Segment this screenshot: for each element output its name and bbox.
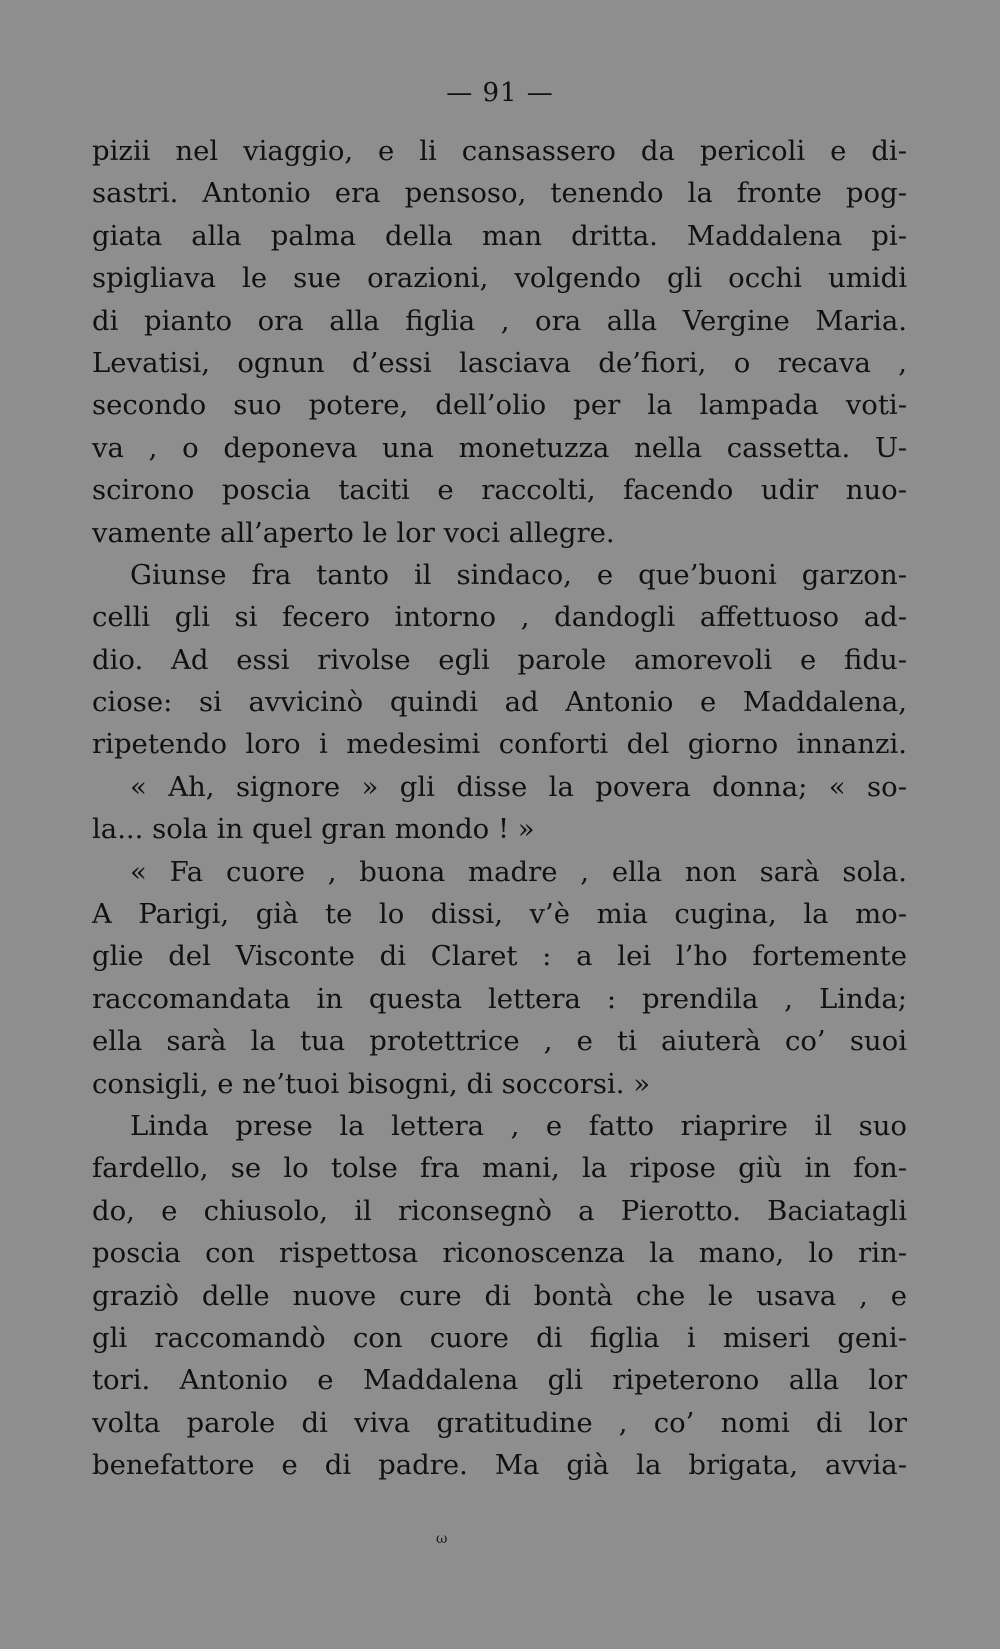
text-line: ripetendo loro i medesimi conforti del giorno innanzi. <box>92 728 907 761</box>
text-line: poscia con rispettosa riconoscenza la mano, lo rin- <box>92 1237 907 1270</box>
text-line: sastri. Antonio era pensoso, tenendo la fronte pog- <box>92 177 907 210</box>
text-line: celli gli si fecero intorno , dandogli affettuoso ad- <box>92 601 907 634</box>
text-line: tori. Antonio e Maddalena gli ripeterono alla lor <box>92 1364 907 1397</box>
text-line: do, e chiusolo, il riconsegnò a Pierotto. Baciatagli <box>92 1194 907 1227</box>
text-line: Levatisi, ognun d’essi lasciava de’fiori, o recava , <box>92 346 907 379</box>
text-line: fardello, se lo tolse fra mani, la ripose giù in fon- <box>92 1152 907 1185</box>
text-line: benefattore e di padre. Ma già la brigata, avvia- <box>92 1449 907 1482</box>
text-line: Linda prese la lettera , e fatto riaprire il suo <box>130 1109 907 1142</box>
text-line: consigli, e ne’tuoi bisogni, di soccorsi. » <box>92 1067 651 1100</box>
text-line: glie del Visconte di Claret : a lei l’ho fortemente <box>92 940 907 973</box>
text-line: di pianto ora alla figlia , ora alla Vergine Maria. <box>92 304 907 337</box>
text-line: ella sarà la tua protettrice , e ti aiuterà co’ suoi <box>92 1025 907 1058</box>
text-line: giata alla palma della man dritta. Maddalena pi- <box>92 219 907 252</box>
text-line: A Parigi, già te lo dissi, v’è mia cugina, la mo- <box>92 898 907 931</box>
text-line: vamente all’aperto le lor voci allegre. <box>92 516 615 549</box>
text-line: ciose: si avvicinò quindi ad Antonio e Maddalena, <box>92 686 907 719</box>
text-line: dio. Ad essi rivolse egli parole amorevoli e fidu- <box>92 643 907 676</box>
page-number: — 91 — <box>446 78 554 108</box>
text-line: la... sola in quel gran mondo ! » <box>92 813 535 846</box>
text-line: « Ah, signore » gli disse la povera donna; « so- <box>130 770 907 803</box>
text-line: spigliava le sue orazioni, volgendo gli occhi umidi <box>92 262 907 295</box>
text-line: gli raccomandò con cuore di figlia i miseri geni- <box>92 1321 907 1354</box>
body-text <box>92 130 907 1487</box>
text-line: graziò delle nuove cure di bontà che le usava , e <box>92 1279 907 1312</box>
text-line: « Fa cuore , buona madre , ella non sarà sola. <box>130 855 907 888</box>
text-line: secondo suo potere, dell’olio per la lampada voti- <box>92 389 907 422</box>
text-line: volta parole di viva gratitudine , co’ nomi di lor <box>92 1406 907 1439</box>
bottom-mark: ω <box>436 1531 448 1547</box>
text-line: pizii nel viaggio, e li cansassero da pericoli e di- <box>92 135 907 167</box>
text-line: raccomandata in questa lettera : prendila , Linda; <box>92 982 907 1015</box>
text-line: scirono poscia taciti e raccolti, facendo udir nuo- <box>92 474 907 507</box>
text-line: va , o deponeva una monetuzza nella cassetta. U- <box>92 431 907 464</box>
text-line: Giunse fra tanto il sindaco, e que’buoni garzon- <box>130 558 907 591</box>
